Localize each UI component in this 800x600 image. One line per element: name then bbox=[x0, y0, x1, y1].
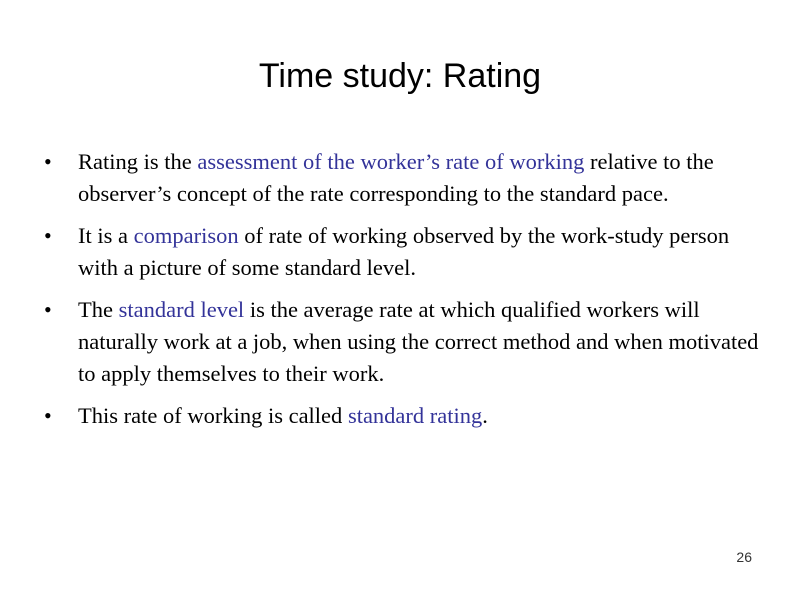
bullet-text-after: relative to the observer’s concept of the rate corresponding to the standard pace. bbox=[78, 149, 714, 206]
bullet-item-comparison bbox=[40, 220, 770, 284]
bullet-text-before: It is a bbox=[78, 223, 134, 248]
bullet-text-after: of rate of working observed by the work-study person with a picture of some standard level. bbox=[78, 223, 730, 280]
bullet-text-before: This rate of working is called bbox=[78, 403, 348, 428]
bullet-text-after: is the average rate at which qualified workers will naturally work at a job, when using the correct method and when motivated to apply themselves to their work. bbox=[78, 297, 759, 386]
bullet-highlight: comparison bbox=[133, 223, 239, 248]
bullet-icon: • bbox=[44, 403, 52, 428]
bullet-item-rating-definition bbox=[40, 146, 770, 210]
bullet-text-before: Rating is the bbox=[78, 149, 198, 174]
bullet-list bbox=[40, 146, 770, 442]
bullet-text-before: The bbox=[78, 297, 119, 322]
bullet-highlight: standard level bbox=[118, 297, 245, 322]
bullet-icon: • bbox=[44, 297, 52, 322]
page-number: 26 bbox=[736, 549, 752, 565]
bullet-icon: • bbox=[44, 149, 52, 174]
bullet-text-after: . bbox=[482, 403, 488, 428]
bullet-highlight: standard rating bbox=[347, 403, 483, 428]
bullet-item-standard-rating bbox=[40, 400, 770, 432]
bullet-highlight: assessment of the worker’s rate of working bbox=[197, 149, 585, 174]
bullet-icon: • bbox=[44, 223, 52, 248]
slide-title: Time study: Rating bbox=[258, 57, 542, 95]
bullet-item-standard-level bbox=[40, 294, 770, 390]
